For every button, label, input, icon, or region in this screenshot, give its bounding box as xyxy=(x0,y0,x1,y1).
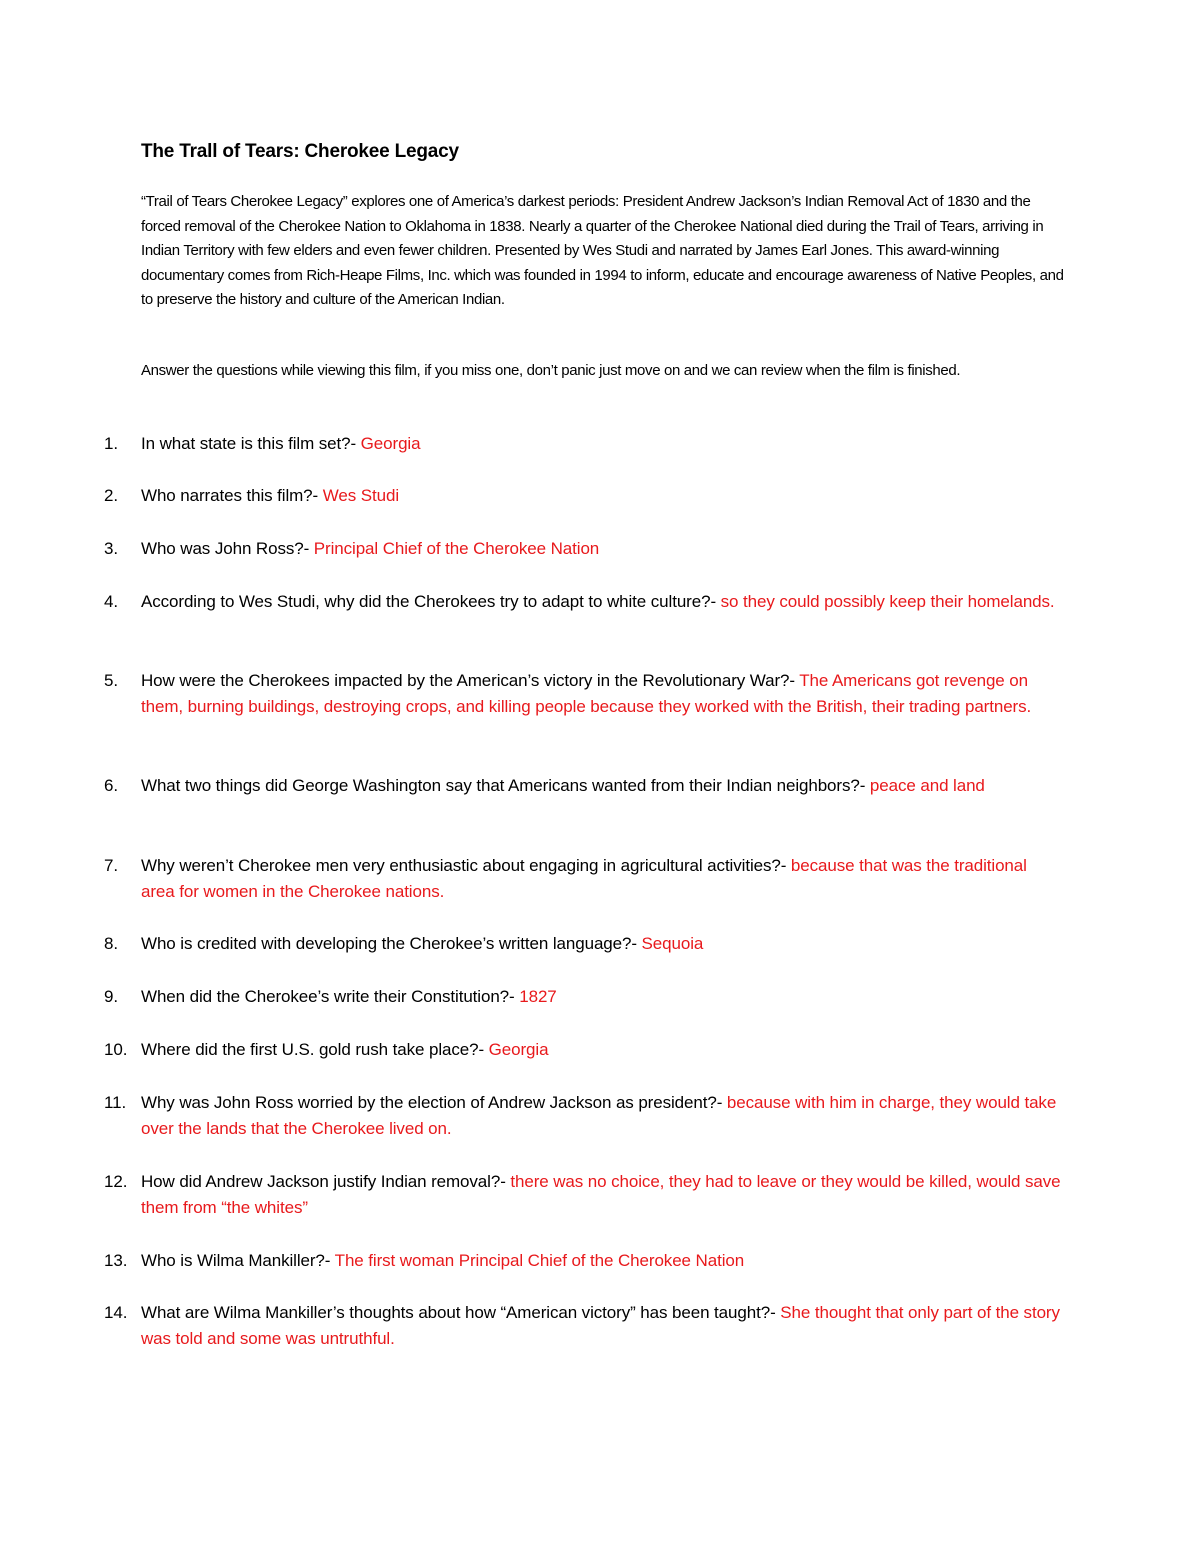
question-number: 3. xyxy=(104,539,118,558)
answer-text: Wes Studi xyxy=(322,486,399,505)
question-text: Where did the first U.S. gold rush take place?- xyxy=(141,1040,489,1059)
question-number: 1. xyxy=(104,434,118,453)
answer-text: Georgia xyxy=(488,1040,549,1059)
answer-text: so they could possibly keep their homelands. xyxy=(720,592,1055,611)
question-item xyxy=(104,1300,1064,1352)
question-number: 2. xyxy=(104,486,118,505)
answer-text: She thought that only part of the story was told and some was untruthful. xyxy=(141,1303,1060,1348)
answer-text: 1827 xyxy=(519,987,557,1006)
question-number: 7. xyxy=(104,856,118,875)
question-number: 14. xyxy=(104,1303,128,1322)
answer-text: there was no choice, they had to leave or they would be killed, would save them from “the whites” xyxy=(141,1172,1061,1217)
question-number: 6. xyxy=(104,776,118,795)
question-number: 10. xyxy=(104,1040,128,1059)
question-number: 9. xyxy=(104,987,118,1006)
question-item xyxy=(104,1090,1064,1142)
question-text: What two things did George Washington say that Americans wanted from their Indian neighbors?- xyxy=(141,776,870,795)
question-text: Who narrates this film?- xyxy=(141,486,323,505)
question-text: Who is Wilma Mankiller?- xyxy=(141,1251,335,1270)
question-item xyxy=(104,984,1064,1010)
question-number: 5. xyxy=(104,671,118,690)
question-item xyxy=(104,431,1064,457)
question-number: 8. xyxy=(104,934,118,953)
answer-text: because that was the traditional area for women in the Cherokee nations. xyxy=(141,856,1027,901)
question-text: How did Andrew Jackson justify Indian removal?- xyxy=(141,1172,511,1191)
question-item xyxy=(104,668,1064,720)
question-text: According to Wes Studi, why did the Cherokees try to adapt to white culture?- xyxy=(141,592,721,611)
question-item xyxy=(104,1037,1064,1063)
question-number: 4. xyxy=(104,592,118,611)
question-item xyxy=(104,1248,1064,1274)
question-item xyxy=(104,773,1064,799)
question-text: Who is credited with developing the Cherokee’s written language?- xyxy=(141,934,642,953)
question-text: Who was John Ross?- xyxy=(141,539,314,558)
question-item xyxy=(104,853,1064,905)
answer-text: The Americans got revenge on them, burning buildings, destroying crops, and killing people because they worked with the British, their trading partners. xyxy=(141,671,1032,716)
instructions-paragraph: Answer the questions while viewing this film, if you miss one, don’t panic just move on and we can review when the film is finished. xyxy=(141,362,961,379)
answer-text: Principal Chief of the Cherokee Nation xyxy=(313,539,600,558)
question-text: Why weren’t Cherokee men very enthusiastic about engaging in agricultural activities?- xyxy=(141,856,791,875)
question-number: 12. xyxy=(104,1172,128,1191)
question-item xyxy=(104,483,1064,509)
answer-text: peace and land xyxy=(869,776,985,795)
intro-paragraph: “Trail of Tears Cherokee Legacy” explores one of America’s darkest periods: President Andrew Jackson’s Indian Removal Act of 1830 and the forced removal of the Cherokee Nation to Oklahoma in 1838. Nearly a quarter of the Cherokee National died during the Trail of Tears, arriving in Indian Territory with few elders and even fewer children. Presented by Wes Studi and narrated by James Earl Jones. This award-winning documentary comes from Rich-Heape Films, Inc. which was founded in 1994 to inform, educate and encourage awareness of Native Peoples, and to preserve the history and culture of the American Indian. xyxy=(141,193,1064,308)
question-text: Why was John Ross worried by the election of Andrew Jackson as president?- xyxy=(141,1093,727,1112)
question-text: When did the Cherokee’s write their Constitution?- xyxy=(141,987,520,1006)
question-item xyxy=(104,1169,1064,1221)
question-text: In what state is this film set?- xyxy=(141,434,361,453)
answer-text: Georgia xyxy=(360,434,421,453)
question-text: How were the Cherokees impacted by the American’s victory in the Revolutionary War?- xyxy=(141,671,800,690)
answer-text: Sequoia xyxy=(641,934,704,953)
answer-text: The first woman Principal Chief of the Cherokee Nation xyxy=(334,1251,745,1270)
question-number: 11. xyxy=(104,1093,127,1112)
question-item xyxy=(104,931,1064,957)
question-item xyxy=(104,536,1064,562)
question-text: What are Wilma Mankiller’s thoughts about how “American victory” has been taught?- xyxy=(141,1303,781,1322)
document-title: The Trall of Tears: Cherokee Legacy xyxy=(141,141,459,162)
question-item xyxy=(104,589,1064,615)
question-number: 13. xyxy=(104,1251,128,1270)
answer-text: because with him in charge, they would take over the lands that the Cherokee lived on. xyxy=(141,1093,1057,1138)
